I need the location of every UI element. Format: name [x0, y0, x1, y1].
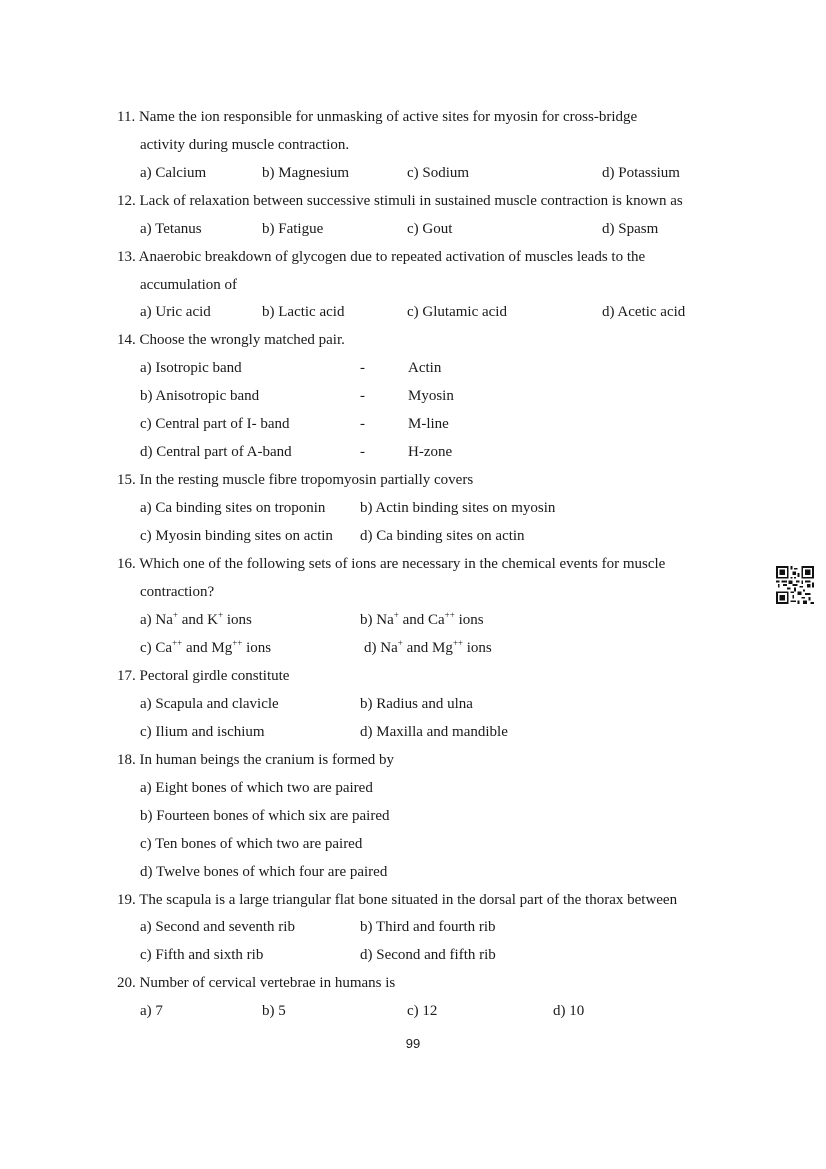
- q14-pair-b-right: Myosin: [408, 388, 454, 404]
- q16-option-c: c) Ca++ and Mg++ ions: [140, 638, 272, 656]
- q11-stem-cont: activity during muscle contraction.: [140, 137, 350, 153]
- q11-option-d: d) Potassium: [602, 165, 680, 181]
- q13-option-d: d) Acetic acid: [602, 304, 686, 320]
- q14-pair-b-dash: -: [360, 388, 365, 404]
- q19-option-d: d) Second and fifth rib: [360, 947, 496, 963]
- q17-option-b: b) Radius and ulna: [360, 696, 473, 712]
- q20-option-c: c) 12: [407, 1003, 438, 1019]
- q11-stem: 11. Name the ion responsible for unmasking of active sites for myosin for cross-bridge: [117, 109, 638, 125]
- q14-pair-c-dash: -: [360, 416, 365, 432]
- q14-pair-a-left: a) Isotropic band: [140, 360, 242, 376]
- q20-stem: 20. Number of cervical vertebrae in humans is: [117, 975, 396, 991]
- q14-pair-b-left: b) Anisotropic band: [140, 388, 260, 404]
- q15-option-d: d) Ca binding sites on actin: [360, 528, 525, 544]
- q14-pair-a-dash: -: [360, 360, 365, 376]
- q18-option-b: b) Fourteen bones of which six are paired: [140, 808, 390, 824]
- q12-option-a: a) Tetanus: [140, 221, 202, 237]
- q13-option-a: a) Uric acid: [140, 304, 211, 320]
- q15-option-b: b) Actin binding sites on myosin: [360, 500, 556, 516]
- q19-option-c: c) Fifth and sixth rib: [140, 947, 264, 963]
- q15-option-c: c) Myosin binding sites on actin: [140, 528, 333, 544]
- q19-stem: 19. The scapula is a large triangular flat bone situated in the dorsal part of the thorax between: [117, 892, 678, 908]
- q18-option-c: c) Ten bones of which two are paired: [140, 836, 363, 852]
- q14-pair-c-left: c) Central part of I- band: [140, 416, 290, 432]
- q11-option-c: c) Sodium: [407, 165, 470, 181]
- q16-stem-cont: contraction?: [140, 584, 215, 600]
- q14-pair-d-dash: -: [360, 444, 365, 460]
- q14-pair-a-right: Actin: [408, 360, 442, 376]
- q12-option-c: c) Gout: [407, 221, 453, 237]
- q16-stem: 16. Which one of the following sets of ions are necessary in the chemical events for muscle: [117, 556, 666, 572]
- q17-option-d: d) Maxilla and mandible: [360, 724, 508, 740]
- q20-option-d: d) 10: [553, 1003, 585, 1019]
- q12-option-b: b) Fatigue: [262, 221, 324, 237]
- q11-option-b: b) Magnesium: [262, 165, 350, 181]
- q19-option-a: a) Second and seventh rib: [140, 919, 295, 935]
- q13-option-c: c) Glutamic acid: [407, 304, 507, 320]
- q16-option-b: b) Na+ and Ca++ ions: [360, 610, 484, 628]
- q12-option-d: d) Spasm: [602, 221, 659, 237]
- q18-stem: 18. In human beings the cranium is formed by: [117, 752, 395, 768]
- q17-option-a: a) Scapula and clavicle: [140, 696, 279, 712]
- q15-stem: 15. In the resting muscle fibre tropomyosin partially covers: [117, 472, 474, 488]
- q13-stem: 13. Anaerobic breakdown of glycogen due to repeated activation of muscles leads to the: [117, 249, 646, 265]
- q16-option-a: a) Na+ and K+ ions: [140, 610, 252, 628]
- q14-pair-d-right: H-zone: [408, 444, 453, 460]
- q14-pair-c-right: M-line: [408, 416, 449, 432]
- q14-stem: 14. Choose the wrongly matched pair.: [117, 332, 345, 348]
- q12-stem: 12. Lack of relaxation between successive stimuli in sustained muscle contraction is known as: [117, 193, 683, 209]
- q14-pair-d-left: d) Central part of A-band: [140, 444, 292, 460]
- q16-option-d: d) Na+ and Mg++ ions: [364, 638, 492, 656]
- qr-code-icon[interactable]: [776, 566, 814, 604]
- q11-option-a: a) Calcium: [140, 165, 207, 181]
- q17-option-c: c) Ilium and ischium: [140, 724, 265, 740]
- q15-option-a: a) Ca binding sites on troponin: [140, 500, 326, 516]
- q13-stem-cont: accumulation of: [140, 277, 238, 293]
- q20-option-a: a) 7: [140, 1003, 163, 1019]
- q19-option-b: b) Third and fourth rib: [360, 919, 496, 935]
- page-number: 99: [405, 1036, 421, 1051]
- q13-option-b: b) Lactic acid: [262, 304, 345, 320]
- q18-option-a: a) Eight bones of which two are paired: [140, 780, 373, 796]
- q18-option-d: d) Twelve bones of which four are paired: [140, 864, 388, 880]
- q17-stem: 17. Pectoral girdle constitute: [117, 668, 290, 684]
- q20-option-b: b) 5: [262, 1003, 286, 1019]
